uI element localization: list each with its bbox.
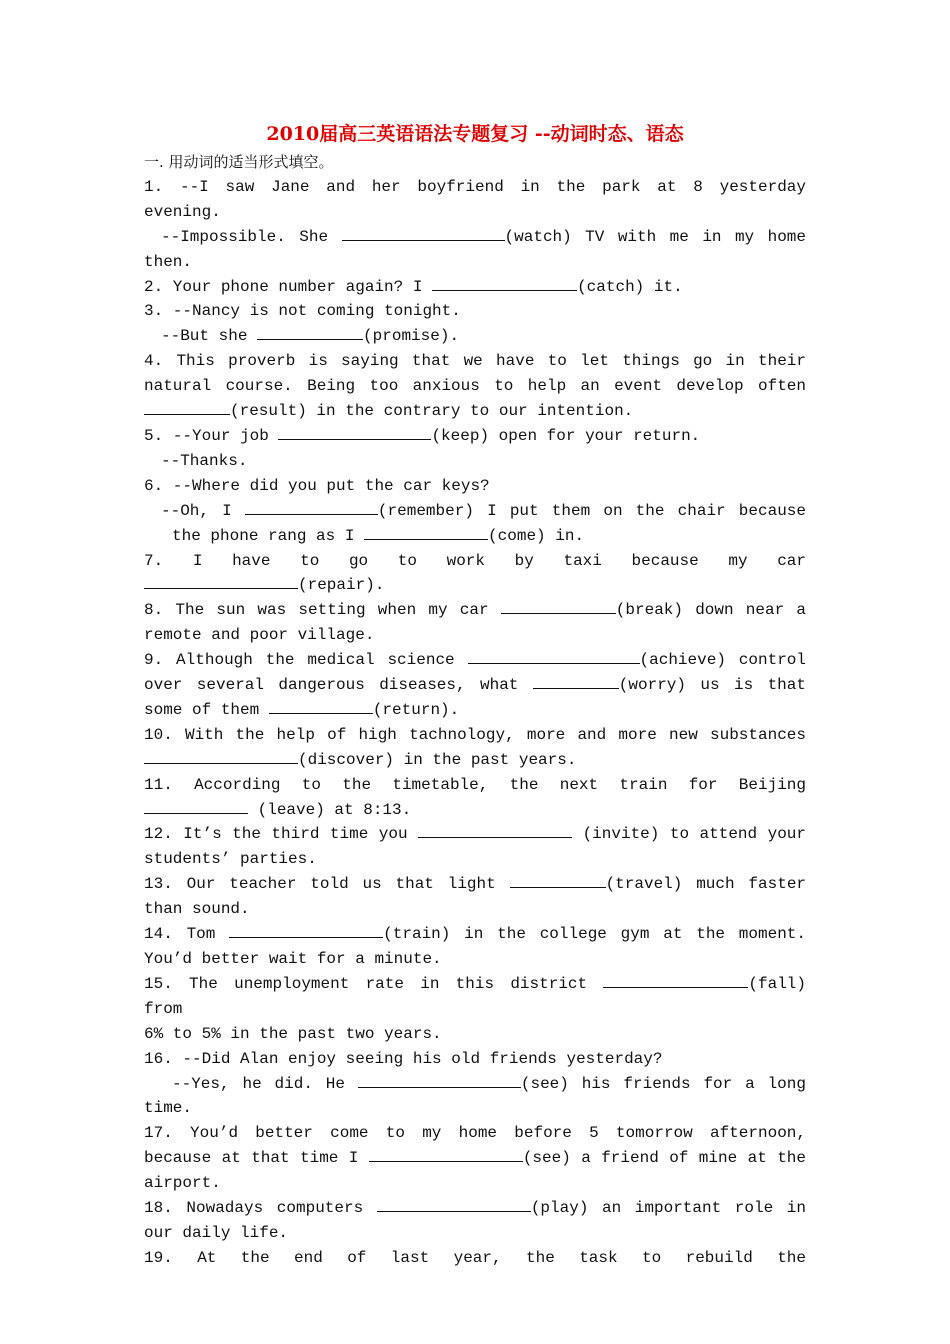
answer-blank[interactable]: [257, 324, 363, 340]
q6-line3: the phone rang as I (come) in.: [144, 524, 806, 549]
answer-blank[interactable]: [144, 399, 230, 415]
q6-line2: --Oh, I (remember) I put them on the chair because: [144, 499, 806, 524]
answer-blank[interactable]: [418, 822, 572, 838]
answer-blank[interactable]: [144, 748, 298, 764]
q9-line1: 9. Although the medical science (achieve) control: [144, 648, 806, 673]
answer-blank[interactable]: [144, 573, 298, 589]
q4-line3: (result) in the contrary to our intention.: [144, 399, 806, 424]
q6-line1: 6. --Where did you put the car keys?: [144, 476, 490, 495]
q9-line3: some of them (return).: [144, 698, 806, 723]
worksheet-page: [144, 120, 806, 1271]
q11-line2: (leave) at 8:13.: [144, 798, 806, 823]
q1-line3: then.: [144, 252, 193, 271]
q17-line2: because at that time I (see) a friend of mine at the: [144, 1146, 806, 1171]
answer-blank[interactable]: [144, 798, 248, 814]
q13-line2: than sound.: [144, 900, 250, 919]
q12-line2: students’ parties.: [144, 850, 317, 869]
q2-line1: 2. Your phone number again? I (catch) it.: [144, 275, 806, 300]
answer-blank[interactable]: [510, 872, 606, 888]
answer-blank[interactable]: [245, 499, 378, 515]
q10-line1: 10. With the help of high tachnology, more and more new substances: [144, 725, 806, 744]
q3-line1: 3. --Nancy is not coming tonight.: [144, 302, 461, 321]
q8-line2: remote and poor village.: [144, 626, 375, 645]
q9-line2: over several dangerous diseases, what (worry) us is that: [144, 673, 806, 698]
q15-line2: 6% to 5% in the past two years.: [144, 1024, 442, 1043]
q8-line1: 8. The sun was setting when my car (break) down near a: [144, 598, 806, 623]
q11-line1: 11. According to the timetable, the next train for Beijing: [144, 775, 806, 794]
answer-blank[interactable]: [533, 673, 619, 689]
q7-line2: (repair).: [144, 573, 806, 598]
answer-blank[interactable]: [501, 598, 616, 614]
q5-line1: 5. --Your job (keep) open for your return.: [144, 424, 806, 449]
q14-line2: You’d better wait for a minute.: [144, 950, 442, 968]
q5-line2: --Thanks.: [161, 451, 248, 470]
q17-line3: airport.: [144, 1174, 221, 1193]
q1-line2: --Impossible. She (watch) TV with me in my home: [144, 225, 806, 250]
answer-blank[interactable]: [278, 424, 431, 440]
q17-line1: 17. You’d better come to my home before 5 tomorrow afternoon,: [144, 1124, 806, 1143]
q14-line1: 14. Tom (train) in the college gym at the moment.: [144, 922, 806, 947]
answer-blank[interactable]: [468, 648, 640, 664]
answer-blank[interactable]: [358, 1072, 521, 1088]
q7-line1: 7. I have to go to work by taxi because my car: [144, 551, 806, 570]
answer-blank[interactable]: [364, 524, 488, 540]
q18-line1: 18. Nowadays computers (play) an important role in: [144, 1196, 806, 1221]
q16-line2: --Yes, he did. He (see) his friends for a long: [144, 1072, 806, 1097]
q4-line2: natural course. Being too anxious to help an event develop often: [144, 377, 806, 396]
q4-line1: 4. This proverb is saying that we have to let things go in their: [144, 352, 806, 371]
answer-blank[interactable]: [269, 698, 373, 714]
section-heading: 一. 用动词的适当形式填空。: [144, 153, 334, 171]
answer-blank[interactable]: [229, 922, 383, 938]
q19-line1: 19. At the end of last year, the task to rebuild the: [144, 1248, 806, 1267]
answer-blank[interactable]: [342, 225, 505, 241]
q16-line1: 16. --Did Alan enjoy seeing his old friends yesterday?: [144, 1049, 663, 1068]
answer-blank[interactable]: [432, 275, 577, 291]
answer-blank[interactable]: [369, 1146, 523, 1162]
answer-blank[interactable]: [603, 972, 748, 988]
q12-line1: 12. It’s the third time you (invite) to attend your: [144, 822, 806, 847]
q18-line2: our daily life.: [144, 1223, 289, 1242]
answer-blank[interactable]: [377, 1196, 531, 1212]
q1-line1: 1. --I saw Jane and her boyfriend in the park at 8 yesterday evening.: [144, 177, 806, 221]
q16-line3: time.: [144, 1099, 193, 1118]
q15-line1: 15. The unemployment rate in this district (fall) from: [144, 972, 806, 1022]
q10-line2: (discover) in the past years.: [144, 748, 806, 773]
q3-line2: --But she (promise).: [144, 324, 806, 349]
page-title: 2010届高三英语语法专题复习 --动词时态、语态: [266, 123, 684, 145]
q13-line1: 13. Our teacher told us that light (travel) much faster: [144, 872, 806, 897]
